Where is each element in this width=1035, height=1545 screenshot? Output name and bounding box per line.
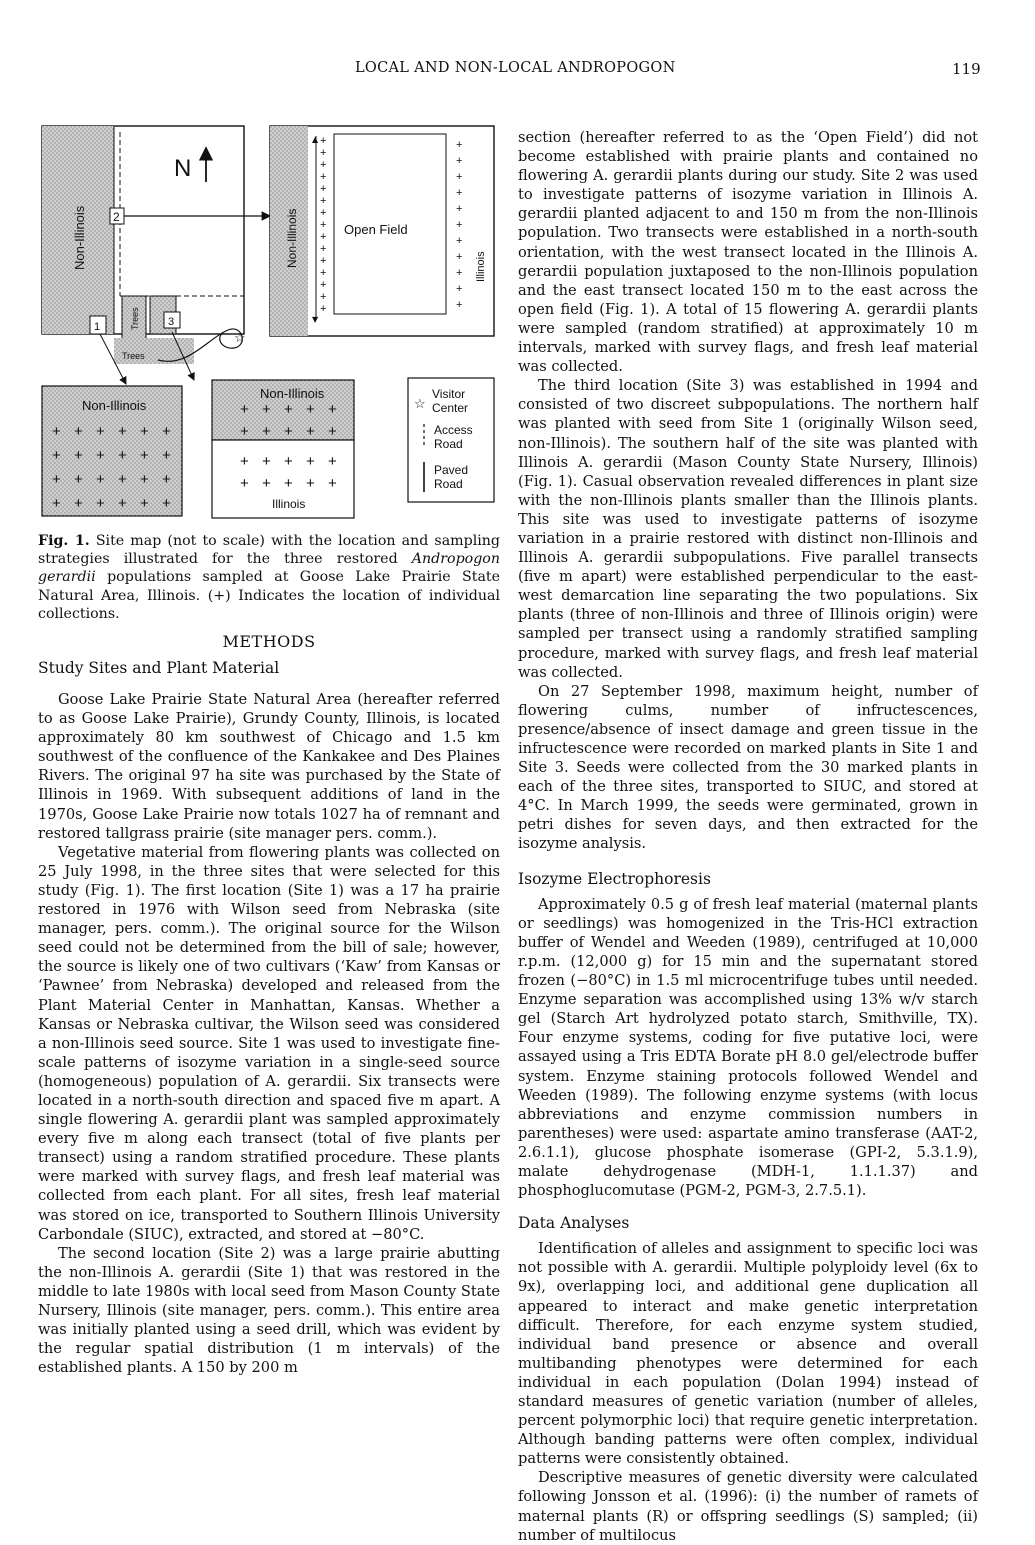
svg-text:▲: ▲: [312, 135, 319, 144]
svg-text:+: +: [162, 495, 171, 512]
non-illinois-left-label: Non-Illinois: [72, 205, 87, 270]
svg-text:+: +: [140, 423, 149, 440]
svg-text:+: +: [284, 401, 293, 418]
svg-text:+: +: [284, 475, 293, 492]
page-number: 119: [952, 60, 981, 78]
svg-text:+: +: [456, 155, 463, 167]
caption-species: Andropogon gerardii: [38, 551, 500, 586]
paragraph: The second location (Site 2) was a large prairie abutting the non-Illinois A. gerardii (Site 1) that was restored in the middle to late 1980s with local seed from Mason County State Nursery, Illinois (site manager, pers. comm.). This entire area was initially planted using a seed drill, which was evident by the regular spatial distribution (1 m intervals) of the established plants. A 150 by 200 m: [38, 1244, 500, 1377]
trees-vertical-label: Trees: [130, 307, 140, 330]
svg-text:+: +: [52, 471, 61, 488]
methods-heading: METHODS: [222, 632, 316, 651]
svg-text:+: +: [320, 279, 327, 291]
svg-text:+: +: [74, 471, 83, 488]
svg-text:+: +: [96, 447, 105, 464]
svg-text:+: +: [328, 401, 337, 418]
caption-text-after: populations sampled at Goose Lake Prairie State Natural Area, Illinois. (+) Indicates the location of individual collections.: [38, 569, 501, 622]
left-column-text: [38, 690, 500, 1377]
svg-text:+: +: [52, 447, 61, 464]
methods-section: [38, 632, 500, 683]
svg-text:+: +: [96, 495, 105, 512]
svg-text:+: +: [456, 171, 463, 183]
isozyme-heading: Isozyme Electrophoresis: [518, 869, 711, 888]
svg-text:+: +: [320, 195, 327, 207]
svg-text:+: +: [240, 423, 249, 440]
svg-text:+: +: [52, 495, 61, 512]
non-illinois-strip-label: Non-Illinois: [285, 208, 299, 268]
svg-text:+: +: [456, 235, 463, 247]
visitor-center-star-icon: ☆: [234, 331, 246, 346]
open-field-label: Open Field: [344, 222, 408, 237]
caption-label: Fig. 1.: [38, 533, 90, 549]
paragraph: On 27 September 1998, maximum height, number of flowering culms, number of infructescences, presence/absence of insect damage and green tissue in the infructescence were recorded on marked plants in Site 1 and Site 3. Seeds were collected from the 30 marked plants in each of the three sites, transported to SIUC, and stored at 4°C. In March 1999, the seeds were germinated, grown in petri dishes for seven days, and then extracted for the isozyme analysis.: [518, 682, 978, 853]
svg-text:+: +: [320, 255, 327, 267]
svg-text:+: +: [118, 471, 127, 488]
svg-text:+: +: [320, 183, 327, 195]
page-header: [0, 60, 1035, 84]
svg-text:+: +: [162, 423, 171, 440]
paragraph: Approximately 0.5 g of fresh leaf material (maternal plants or seedlings) was homogenized in the Tris-HCl extraction buffer of Wendel and Weeden (1989), centrifuged at 10,000 r.p.m. (12,000 g) for 15 min and the supernatant stored frozen (−80°C) in 1.5 ml microcentrifuge tubes until needed. Enzyme separation was accomplished using 13% w/v starch gel (Starch Art hydrolyzed potato starch, Smithville, TX). Four enzyme systems, coding for five putative loci, were assayed using a Tris EDTA Borate pH 8.0 gel/electrode buffer system. Enzyme staining protocols followed Wendel and Weeden (1989). The following enzyme systems (with locus abbreviations and enzyme commission numbers in parentheses) were used: aspartate amino transferase (AAT-2, 2.6.1.1), glucose phosphate isomerase (GPI-2, 5.3.1.9), malate dehydrogenase (MDH-1, 1.1.1.37) and phosphoglucomutase (PGM-2, PGM-3, 2.7.5.1).: [518, 895, 978, 1200]
svg-text:+: +: [320, 135, 327, 147]
svg-text:+: +: [320, 291, 327, 303]
svg-text:+: +: [328, 475, 337, 492]
svg-text:+: +: [118, 423, 127, 440]
site-map-svg: [38, 118, 500, 528]
svg-text:+: +: [328, 453, 337, 470]
legend-access-line1: Access: [434, 423, 473, 437]
svg-text:+: +: [74, 423, 83, 440]
svg-text:+: +: [320, 171, 327, 183]
svg-text:+: +: [240, 475, 249, 492]
legend-star-icon: ☆: [414, 397, 426, 412]
svg-text:+: +: [320, 267, 327, 279]
svg-text:+: +: [456, 203, 463, 215]
paragraph: Vegetative material from flowering plants was collected on 25 July 1998, in the three sites that were selected for this study (Fig. 1). The first location (Site 1) was a 17 ha prairie restored in 1976 with Wilson seed from Nebraska (site manager, pers. comm.). The original source for the Wilson seed could not be determined from the bill of sale; however, the source is likely one of two cultivars (‘Kaw’ from Kansas or ‘Pawnee’ from Nebraska) developed and released from the Plant Material Center in Manhattan, Kansas. Whether a Kansas or Nebraska cultivar, the Wilson seed was considered a non-Illinois seed source. Site 1 was used to investigate fine-scale patterns of isozyme variation in a single-seed source (homogeneous) population of A. gerardii. Six transects were located in a north-south direction and spaced five m apart. A single flowering A. gerardii plant was sampled approximately every five m along each transect (total of five plants per transect) using a random stratified procedure. These plants were marked with survey flags, and fresh leaf material was collected from each plant. For all sites, fresh leaf material was stored on ice, transported to Southern Illinois University Carbondale (SIUC), extracted, and stored at −80°C.: [38, 843, 500, 1243]
legend-paved-line2: Road: [434, 477, 463, 491]
site-map-figure: [38, 118, 500, 528]
caption-text-before: Site map (not to scale) with the location and sampling strategies illustrated for the three restored: [38, 533, 500, 568]
svg-text:+: +: [74, 447, 83, 464]
legend-access-line2: Road: [434, 437, 463, 451]
svg-text:+: +: [96, 471, 105, 488]
svg-text:+: +: [320, 243, 327, 255]
svg-text:+: +: [320, 231, 327, 243]
svg-text:+: +: [284, 423, 293, 440]
svg-text:+: +: [240, 401, 249, 418]
svg-text:+: +: [456, 219, 463, 231]
svg-text:+: +: [456, 251, 463, 263]
svg-text:+: +: [320, 219, 327, 231]
svg-text:+: +: [96, 423, 105, 440]
site-3-label: 3: [168, 316, 175, 328]
svg-text:+: +: [306, 475, 315, 492]
illinois-right-label: Illinois: [475, 251, 487, 282]
study-sites-subheading: Study Sites and Plant Material: [38, 659, 280, 677]
svg-text:+: +: [118, 495, 127, 512]
svg-text:+: +: [140, 495, 149, 512]
inset3-top-label: Non-Illinois: [260, 386, 325, 401]
svg-text:+: +: [118, 447, 127, 464]
svg-text:▼: ▼: [312, 315, 319, 324]
svg-text:+: +: [52, 423, 61, 440]
paragraph: section (hereafter referred to as the ‘Open Field’) did not become established with prairie plants and contained no flowering A. gerardii plants during our study. Site 2 was used to investigate patterns of isozyme variation in Illinois A. gerardii planted adjacent to and 150 m from the non-Illinois population. Two transects were established in a north-south orientation, with the west transect located in the Illinois A. gerardii population juxtaposed to the non-Illinois population and the east transect located 150 m to the east across the open field (Fig. 1). A total of 15 flowering A. gerardii plants were sampled (random stratified) at approximately 10 m intervals, marked with survey flags, and fresh leaf material was collected.: [518, 129, 978, 376]
legend-visitor-line2: Center: [432, 401, 469, 415]
svg-text:+: +: [262, 401, 271, 418]
svg-text:+: +: [306, 401, 315, 418]
svg-text:+: +: [140, 471, 149, 488]
svg-text:+: +: [456, 139, 463, 151]
svg-text:+: +: [262, 475, 271, 492]
svg-text:+: +: [456, 187, 463, 199]
paragraph: Identification of alleles and assignment to specific loci was not possible with A. gerardii. Multiple polyploidy level (6x to 9x), overlapping loci, and additional gene duplication all appeared to interact and make genetic interpretation difficult. Therefore, for each enzyme system studied, individual band presence or absence and overall multibanding phenotypes were determined for each individual in each population (Dolan 1994) instead of standard measures of genetic variation (number of alleles, percent polymorphic loci) that require genetic interpretation. Although banding patterns were often complex, individual patterns were consistently obtained.: [518, 1240, 978, 1468]
legend-visitor-line1: Visitor: [432, 387, 466, 401]
figure-caption: [38, 532, 500, 623]
svg-text:+: +: [320, 207, 327, 219]
svg-text:+: +: [284, 453, 293, 470]
paragraph: The third location (Site 3) was established in 1994 and consisted of two discreet subpopulations. The northern half was planted with seed from Site 1 (originally Wilson seed, non-Illinois). The southern half of the site was planted with Illinois A. gerardii (Mason County State Nursery, Illinois) (Fig. 1). Casual observation revealed differences in plant size with the non-Illinois plants smaller than the Illinois plants. This site was used to investigate patterns of isozyme variation in a prairie restored with distinct non-Illinois and Illinois A. gerardii subpopulations. Five parallel transects (five m apart) were established perpendicular to the east-west demarcation line separating the two populations. Six plants (three of non-Illinois and three of Illinois origin) were sampled per transect using a randomly stratified sampling procedure, marked with survey flags, and fresh leaf material was collected.: [518, 377, 978, 681]
north-arrow-label: N: [174, 155, 192, 182]
inset1-label: Non-Illinois: [82, 398, 147, 413]
svg-text:+: +: [262, 423, 271, 440]
svg-text:+: +: [320, 147, 327, 159]
paragraph: Descriptive measures of genetic diversity were calculated following Jonsson et al. (1996): (i) the number of ramets of maternal plants (R) or offspring seedlings (S) sampled; (ii) number of multilocus: [518, 1469, 978, 1544]
running-title: LOCAL AND NON-LOCAL ANDROPOGON: [355, 60, 676, 76]
paragraph: Goose Lake Prairie State Natural Area (hereafter referred to as Goose Lake Prairie), Grundy County, Illinois, is located approximately 80 km southwest of Chicago and 1.5 km southwest of the confluence of the Kankakee and Des Plaines Rivers. The original 97 ha site was purchased by the State of Illinois in 1969. With subsequent additions of land in the 1970s, Goose Lake Prairie now totals 1027 ha of remnant and restored tallgrass prairie (site manager pers. comm.).: [38, 691, 500, 842]
right-column: [518, 128, 978, 1545]
svg-text:+: +: [328, 423, 337, 440]
svg-text:+: +: [240, 453, 249, 470]
svg-text:+: +: [456, 283, 463, 295]
site-1-label: 1: [94, 321, 101, 333]
svg-text:+: +: [162, 447, 171, 464]
svg-text:+: +: [262, 453, 271, 470]
svg-text:+: +: [74, 495, 83, 512]
svg-text:+: +: [306, 423, 315, 440]
svg-text:+: +: [306, 453, 315, 470]
svg-text:+: +: [320, 303, 327, 315]
svg-text:+: +: [140, 447, 149, 464]
svg-text:+: +: [320, 159, 327, 171]
site-2-label: 2: [113, 210, 120, 224]
svg-text:+: +: [456, 267, 463, 279]
svg-text:+: +: [456, 299, 463, 311]
svg-text:+: +: [162, 471, 171, 488]
legend-paved-line1: Paved: [434, 463, 469, 477]
trees-horizontal-label: Trees: [122, 351, 145, 361]
inset3-bottom-label: Illinois: [272, 497, 306, 511]
data-analyses-heading: Data Analyses: [518, 1214, 630, 1233]
